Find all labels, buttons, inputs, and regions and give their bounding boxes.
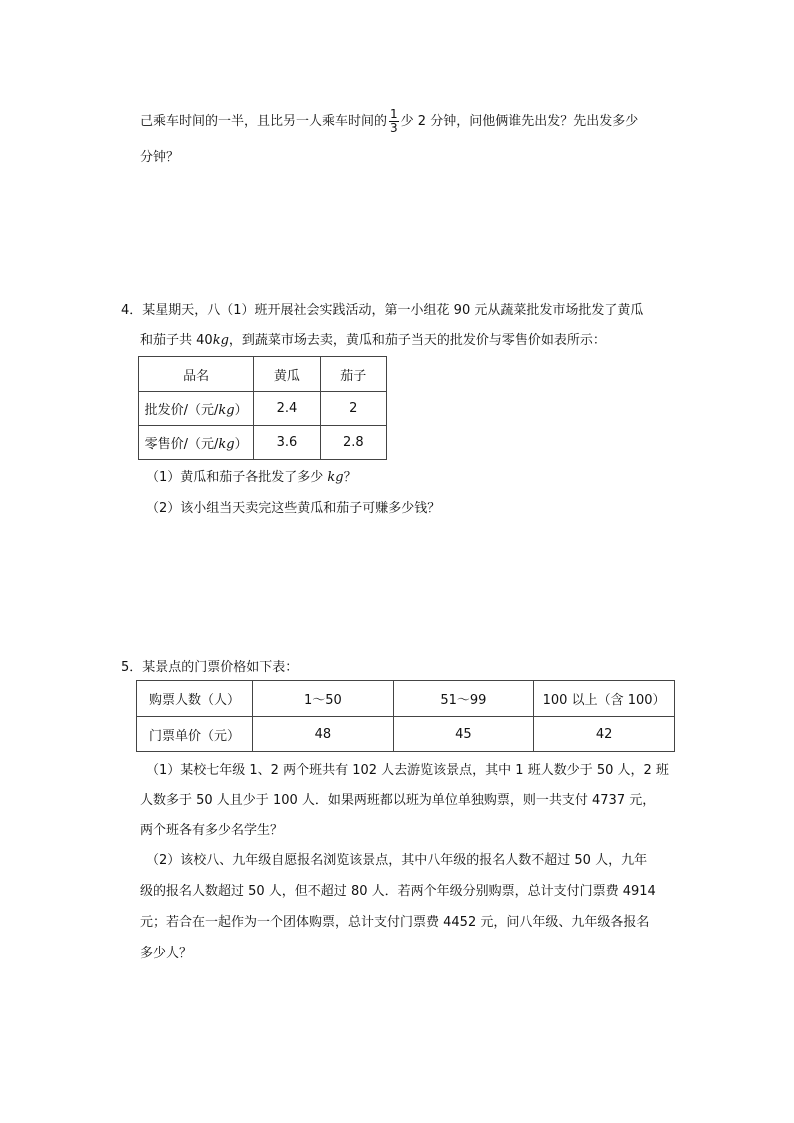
q4-text-b: ，到蔬菜市场去卖，黄瓜和茄子当天的批发价与零售价如表所示： [228,333,606,348]
label-text: 批发价/（元/ [144,403,219,418]
table-cell: 门票单价（元） [137,717,253,752]
unit-kg: kg [218,403,235,418]
q3-text-b: 少 2 分钟，问他俩谁先出发？先出发多少 [400,114,639,129]
table-row [137,717,675,752]
table-cell: 51～99 [393,681,534,717]
unit-kg: kg [212,333,229,348]
unit-kg: kg [218,437,235,452]
table-header: 黄瓜 [254,357,320,392]
q5-sub1-line-1: （1）某校七年级 1、2 两个班共有 102 人去游览该景点，其中 1 班人数少于 50 人，2 班 [146,763,669,778]
table-cell: 42 [534,717,675,752]
fraction-one-third [389,108,399,135]
label-text: ） [234,403,248,418]
sub-text: ？ [343,470,357,485]
table-row [137,681,675,717]
table-header: 茄子 [320,357,386,392]
sub-text: （1）黄瓜和茄子各批发了多少 [146,470,328,485]
q4-line-2 [140,331,606,351]
q4-price-table [138,356,387,460]
label-text: ） [234,437,248,452]
table-row [139,426,387,460]
q3-line-1 [140,108,638,135]
fraction-denominator: 3 [390,121,398,135]
q5-sub1-line-3: 两个班各有多少名学生？ [140,823,284,838]
label-text: 零售价/（元/ [144,437,219,452]
q5-sub2-line-1: （2）该校八、九年级自愿报名浏览该景点，其中八年级的报名人数不超过 50 人，九年 [146,853,648,868]
q4-text-a: 和茄子共 40 [140,333,213,348]
q4-line-1: 4．某星期天，八（1）班开展社会实践活动，第一小组花 90 元从蔬菜批发市场批发了黄瓜 [121,303,644,318]
table-header: 品名 [139,357,254,392]
q3-line-2: 分钟？ [140,150,180,165]
table-cell: 3.6 [254,426,320,460]
q5-sub2-line-2: 级的报名人数超过 50 人，但不超过 80 人．若两个年级分别购票，总计支付门票费 4914 [140,884,656,899]
q5-sub2-line-3: 元；若合在一起作为一个团体购票，总计支付门票费 4452 元，问八年级、九年级各报名 [140,915,650,930]
table-cell: 2.8 [320,426,386,460]
table-cell: 2 [320,392,386,426]
q4-sub-1 [146,468,357,488]
table-cell: 48 [253,717,394,752]
table-cell: 2.4 [254,392,320,426]
table-row [139,392,387,426]
row-label-retail [139,426,254,460]
q5-line-1: 5．某景点的门票价格如下表： [121,660,299,675]
table-row [139,357,387,392]
q5-ticket-table [136,680,675,752]
q3-text-a: 己乘车时间的一半，且比另一人乘车时间的 [140,114,388,129]
row-label-wholesale [139,392,254,426]
q5-sub2-line-4: 多少人？ [140,946,193,961]
unit-kg: kg [327,470,344,485]
fraction-numerator: 1 [390,107,398,121]
table-cell: 购票人数（人） [137,681,253,717]
q5-sub1-line-2: 人数多于 50 人且少于 100 人．如果两班都以班为单位单独购票，则一共支付 4737 元， [140,793,656,808]
table-cell: 100 以上（含 100） [534,681,675,717]
q4-sub-2: （2）该小组当天卖完这些黄瓜和茄子可赚多少钱？ [146,501,441,516]
table-cell: 45 [393,717,534,752]
table-cell: 1～50 [253,681,394,717]
